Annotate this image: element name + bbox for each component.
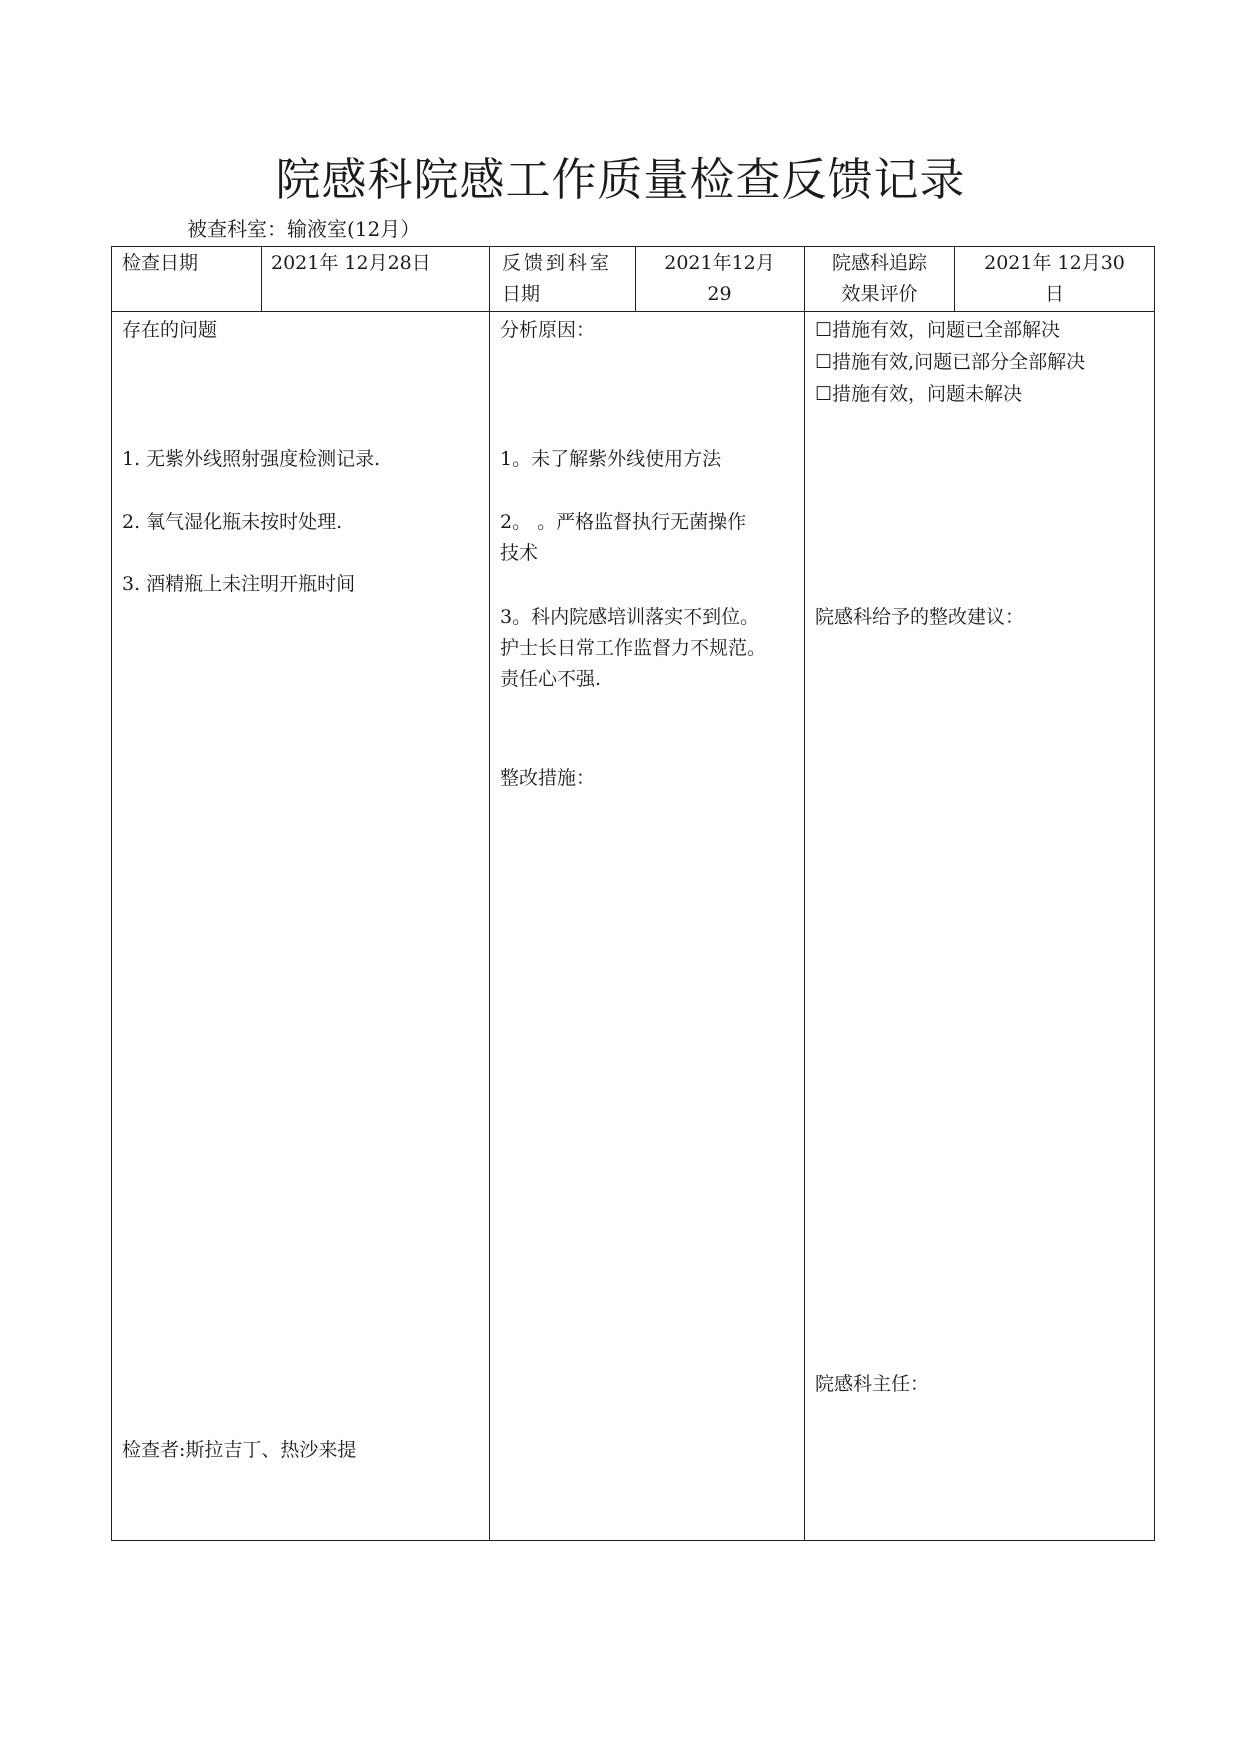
measures-heading: 整改措施： [500,767,596,789]
evaluation-option-1-label: 措施有效，问题已全部解决 [832,319,1061,341]
evaluation-option-2 [815,346,1085,378]
evaluation-option-3 [815,378,1022,410]
feedback-date-value-line1: 2021年12月 [664,252,775,274]
analysis-item-3-line3: 责任心不强. [500,668,602,690]
checkbox-icon[interactable]: ☐ [815,351,833,373]
suggestion-heading: 院感科给予的整改建议： [815,606,1025,628]
evaluation-option-1 [815,314,1060,346]
tracking-label-line2: 效果评价 [841,283,918,305]
header-divider-1 [261,247,262,311]
analysis-item-3-line2: 护士长日常工作监督力不规范。 [500,637,767,659]
problem-item-1: 1. 无紫外线照射强度检测记录. [122,448,381,470]
director-label: 院感科主任： [815,1373,930,1395]
problem-item-3: 3. 酒精瓶上未注明开瓶时间 [122,573,356,595]
record-table [111,246,1155,1541]
problems-heading: 存在的问题 [122,319,218,341]
feedback-date-value-line2: 29 [707,283,732,305]
tracking-value-line2: 日 [1044,283,1064,305]
column-divider-2 [804,247,805,1540]
column-divider-1 [489,247,490,1540]
checkbox-icon[interactable]: ☐ [815,383,833,405]
department-line: 被查科室：输液室(12月） [187,217,421,241]
analysis-item-3-line1: 3。科内院感培训落实不到位。 [500,606,760,628]
problem-item-2: 2. 氧气湿化瓶未按时处理. [122,511,343,533]
tracking-value-line1: 2021年 12月30 [984,252,1125,274]
header-row-divider [112,311,1154,312]
evaluation-option-2-label: 措施有效,问题已部分全部解决 [832,351,1086,373]
feedback-date-label-line2: 日期 [502,283,541,305]
evaluation-option-3-label: 措施有效，问题未解决 [832,383,1023,405]
analysis-heading: 分析原因： [500,319,596,341]
inspector-names: 检查者:斯拉吉丁、热沙来提 [122,1439,357,1461]
check-date-value: 2021年 12月28日 [271,252,431,274]
document-title: 院感科院感工作质量检查反馈记录 [275,153,966,206]
checkbox-icon[interactable]: ☐ [815,319,833,341]
tracking-label-line1: 院感科追踪 [831,252,927,274]
feedback-date-label-line1: 反馈到科室 [502,252,613,274]
analysis-item-2-line2: 技术 [500,542,539,564]
analysis-item-2-line1: 2。 。严格监督执行无菌操作 [500,511,747,533]
check-date-label: 检查日期 [122,252,199,274]
analysis-item-1: 1。未了解紫外线使用方法 [500,448,722,470]
